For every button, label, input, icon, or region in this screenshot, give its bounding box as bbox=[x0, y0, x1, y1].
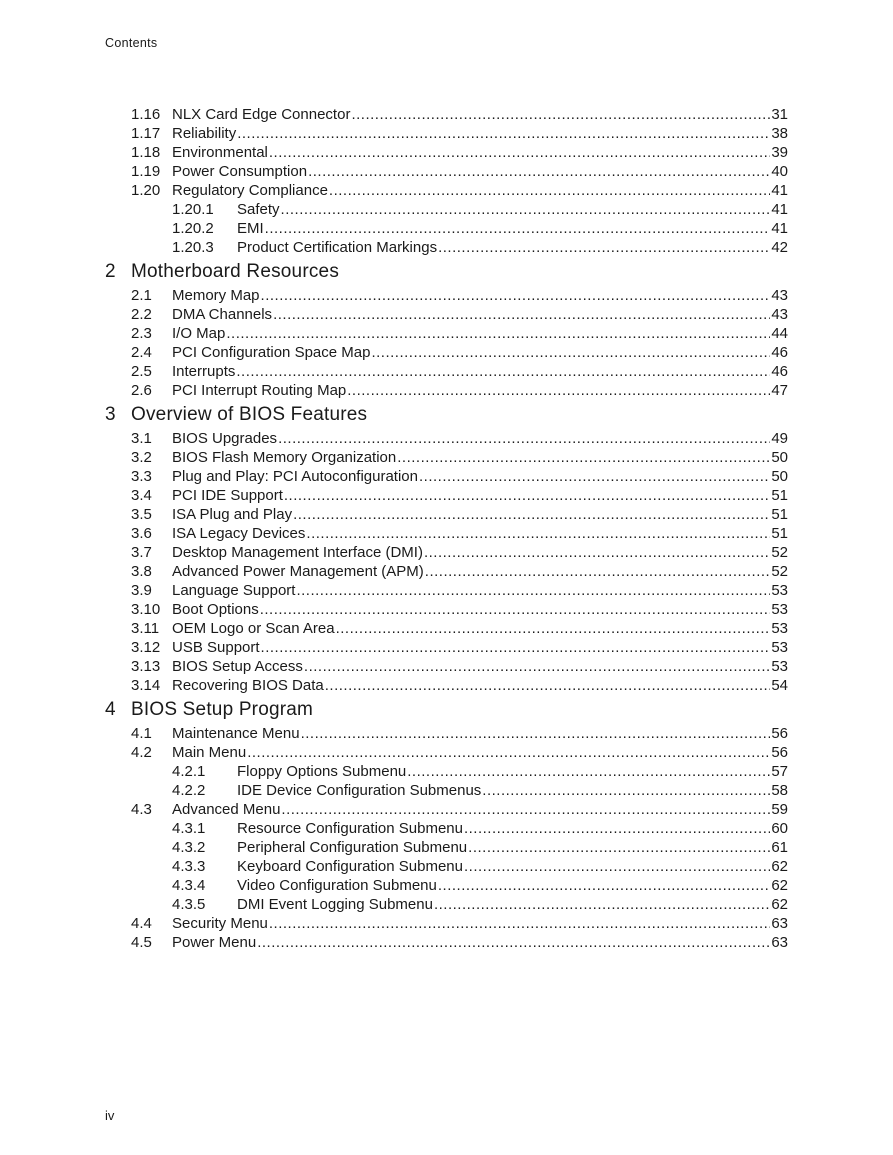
dot-leader bbox=[325, 676, 771, 695]
section-number: 4.4 bbox=[131, 915, 152, 932]
toc-entry[interactable] bbox=[131, 914, 788, 933]
chapter-number: 3 bbox=[105, 404, 116, 425]
section-number: 2.2 bbox=[131, 306, 152, 323]
page-ref: 56 bbox=[771, 744, 788, 761]
toc-entry[interactable] bbox=[131, 429, 788, 448]
section-number: 3.1 bbox=[131, 430, 152, 447]
section-number: 2.3 bbox=[131, 325, 152, 342]
toc-entry[interactable] bbox=[131, 486, 788, 505]
dot-leader bbox=[261, 286, 771, 305]
section-title: Safety bbox=[237, 201, 280, 218]
section-title: EMI bbox=[237, 220, 264, 237]
dot-leader bbox=[371, 343, 770, 362]
section-number: 3.8 bbox=[131, 563, 152, 580]
section-number: 4.3.3 bbox=[172, 858, 206, 875]
page-ref: 63 bbox=[771, 934, 788, 951]
section-number: 4.3.2 bbox=[172, 839, 206, 856]
page-ref: 57 bbox=[771, 763, 788, 780]
section-title: Maintenance Menu bbox=[172, 725, 300, 742]
dot-leader bbox=[464, 857, 770, 876]
section-title: ISA Plug and Play bbox=[172, 506, 293, 523]
page-ref: 54 bbox=[771, 677, 788, 694]
toc-entry[interactable] bbox=[131, 343, 788, 362]
dot-leader bbox=[351, 105, 770, 124]
section-number: 4.3.4 bbox=[172, 877, 206, 894]
toc-subentry[interactable] bbox=[172, 238, 788, 257]
section-number: 3.4 bbox=[131, 487, 152, 504]
section-title: I/O Map bbox=[172, 325, 226, 342]
toc-entry[interactable] bbox=[131, 724, 788, 743]
dot-leader bbox=[304, 657, 770, 676]
toc-subentry[interactable] bbox=[172, 876, 788, 895]
page-ref: 56 bbox=[771, 725, 788, 742]
section-title: Advanced Menu bbox=[172, 801, 281, 818]
dot-leader bbox=[434, 895, 770, 914]
section-number: 3.10 bbox=[131, 601, 161, 618]
dot-leader bbox=[293, 505, 770, 524]
section-number: 3.14 bbox=[131, 677, 161, 694]
page-ref: 50 bbox=[771, 468, 788, 485]
section-title: Reliability bbox=[172, 125, 237, 142]
toc-entry[interactable] bbox=[131, 286, 788, 305]
dot-leader bbox=[265, 219, 771, 238]
section-title: BIOS Setup Access bbox=[172, 658, 303, 675]
toc-entry[interactable] bbox=[131, 324, 788, 343]
section-title: Memory Map bbox=[172, 287, 260, 304]
section-title: ISA Legacy Devices bbox=[172, 525, 306, 542]
section-number: 4.2.1 bbox=[172, 763, 206, 780]
section-number: 1.20 bbox=[131, 182, 161, 199]
toc-subentry[interactable] bbox=[172, 219, 788, 238]
dot-leader bbox=[306, 524, 770, 543]
section-title: IDE Device Configuration Submenus bbox=[237, 782, 482, 799]
toc-entry[interactable] bbox=[131, 638, 788, 657]
dot-leader bbox=[296, 581, 770, 600]
page-ref: 43 bbox=[771, 306, 788, 323]
toc-entry[interactable] bbox=[131, 619, 788, 638]
section-title: Keyboard Configuration Submenu bbox=[237, 858, 463, 875]
page-ref: 39 bbox=[771, 144, 788, 161]
page-ref: 50 bbox=[771, 449, 788, 466]
section-number: 2.5 bbox=[131, 363, 152, 380]
dot-leader bbox=[269, 914, 770, 933]
section-number: 1.20.1 bbox=[172, 201, 214, 218]
page-ref: 52 bbox=[771, 563, 788, 580]
page-ref: 58 bbox=[771, 782, 788, 799]
dot-leader bbox=[347, 381, 770, 400]
dot-leader bbox=[278, 429, 770, 448]
section-number: 3.5 bbox=[131, 506, 152, 523]
section-number: 1.19 bbox=[131, 163, 161, 180]
section-title: Recovering BIOS Data bbox=[172, 677, 324, 694]
section-number: 3.9 bbox=[131, 582, 152, 599]
dot-leader bbox=[397, 448, 770, 467]
section-title: Main Menu bbox=[172, 744, 247, 761]
page-ref: 53 bbox=[771, 620, 788, 637]
page-ref: 52 bbox=[771, 544, 788, 561]
toc-entry[interactable] bbox=[131, 676, 788, 695]
page-ref: 51 bbox=[771, 525, 788, 542]
section-number: 2.6 bbox=[131, 382, 152, 399]
running-header: Contents bbox=[105, 36, 158, 50]
toc-subentry[interactable] bbox=[172, 838, 788, 857]
toc-entry[interactable] bbox=[131, 800, 788, 819]
page-ref: 53 bbox=[771, 639, 788, 656]
dot-leader bbox=[407, 762, 770, 781]
section-title: Video Configuration Submenu bbox=[237, 877, 437, 894]
section-number: 1.17 bbox=[131, 125, 161, 142]
dot-leader bbox=[281, 200, 771, 219]
toc-subentry[interactable] bbox=[172, 781, 788, 800]
section-title: DMA Channels bbox=[172, 306, 273, 323]
toc-entry[interactable] bbox=[131, 362, 788, 381]
toc-subentry[interactable] bbox=[172, 200, 788, 219]
section-number: 2.4 bbox=[131, 344, 152, 361]
page-ref: 31 bbox=[771, 106, 788, 123]
section-number: 4.1 bbox=[131, 725, 152, 742]
section-number: 1.18 bbox=[131, 144, 161, 161]
page-ref: 62 bbox=[771, 877, 788, 894]
page-ref: 53 bbox=[771, 582, 788, 599]
section-number: 3.13 bbox=[131, 658, 161, 675]
dot-leader bbox=[226, 324, 770, 343]
page-ref: 53 bbox=[771, 658, 788, 675]
section-number: 3.6 bbox=[131, 525, 152, 542]
section-title: Security Menu bbox=[172, 915, 268, 932]
section-title: Advanced Power Management (APM) bbox=[172, 563, 424, 580]
section-number: 1.16 bbox=[131, 106, 161, 123]
page-ref: 49 bbox=[771, 430, 788, 447]
chapter-number: 4 bbox=[105, 699, 116, 720]
chapter-heading bbox=[105, 699, 313, 721]
toc-entry[interactable] bbox=[131, 467, 788, 486]
section-number: 3.3 bbox=[131, 468, 152, 485]
page-ref: 51 bbox=[771, 506, 788, 523]
page-ref: 46 bbox=[771, 344, 788, 361]
toc-entry[interactable] bbox=[131, 448, 788, 467]
page-ref: 42 bbox=[771, 239, 788, 256]
section-number: 3.7 bbox=[131, 544, 152, 561]
toc-subentry[interactable] bbox=[172, 895, 788, 914]
section-number: 2.1 bbox=[131, 287, 152, 304]
section-title: USB Support bbox=[172, 639, 260, 656]
section-title: BIOS Upgrades bbox=[172, 430, 278, 447]
dot-leader bbox=[301, 724, 771, 743]
chapter-number: 2 bbox=[105, 261, 116, 282]
page-ref: 47 bbox=[771, 382, 788, 399]
toc-entry[interactable] bbox=[131, 543, 788, 562]
page-ref: 38 bbox=[771, 125, 788, 142]
page-ref: 59 bbox=[771, 801, 788, 818]
section-number: 4.3.1 bbox=[172, 820, 206, 837]
dot-leader bbox=[284, 486, 770, 505]
section-title: PCI Interrupt Routing Map bbox=[172, 382, 347, 399]
toc-entry[interactable] bbox=[131, 581, 788, 600]
section-title: Interrupts bbox=[172, 363, 236, 380]
toc-subentry[interactable] bbox=[172, 819, 788, 838]
toc-subentry[interactable] bbox=[172, 762, 788, 781]
dot-leader bbox=[464, 819, 770, 838]
section-title: Plug and Play: PCI Autoconfiguration bbox=[172, 468, 418, 485]
page-number: iv bbox=[105, 1108, 115, 1123]
toc-entry[interactable] bbox=[131, 181, 788, 200]
section-title: Resource Configuration Submenu bbox=[237, 820, 463, 837]
dot-leader bbox=[424, 543, 770, 562]
toc-entry[interactable] bbox=[131, 600, 788, 619]
dot-leader bbox=[261, 638, 771, 657]
dot-leader bbox=[336, 619, 771, 638]
chapter-title: Motherboard Resources bbox=[131, 261, 340, 282]
chapter-heading bbox=[105, 261, 339, 283]
chapter-title: BIOS Setup Program bbox=[131, 699, 314, 720]
section-number: 4.5 bbox=[131, 934, 152, 951]
dot-leader bbox=[236, 362, 770, 381]
dot-leader bbox=[329, 181, 770, 200]
section-title: Peripheral Configuration Submenu bbox=[237, 839, 468, 856]
section-title: NLX Card Edge Connector bbox=[172, 106, 351, 123]
dot-leader bbox=[468, 838, 770, 857]
section-title: Power Consumption bbox=[172, 163, 308, 180]
section-title: OEM Logo or Scan Area bbox=[172, 620, 335, 637]
page-ref: 62 bbox=[771, 858, 788, 875]
toc-entry[interactable] bbox=[131, 143, 788, 162]
dot-leader bbox=[438, 238, 770, 257]
section-title: Desktop Management Interface (DMI) bbox=[172, 544, 423, 561]
section-title: Environmental bbox=[172, 144, 268, 161]
dot-leader bbox=[269, 143, 770, 162]
section-title: Regulatory Compliance bbox=[172, 182, 328, 199]
dot-leader bbox=[281, 800, 770, 819]
section-title: Product Certification Markings bbox=[237, 239, 438, 256]
section-number: 4.2 bbox=[131, 744, 152, 761]
toc-subentry[interactable] bbox=[172, 857, 788, 876]
toc-entry[interactable] bbox=[131, 933, 788, 952]
toc-entry[interactable] bbox=[131, 743, 788, 762]
page-ref: 41 bbox=[771, 182, 788, 199]
toc-entry[interactable] bbox=[131, 381, 788, 400]
toc-entry[interactable] bbox=[131, 305, 788, 324]
page-ref: 51 bbox=[771, 487, 788, 504]
section-title: Power Menu bbox=[172, 934, 257, 951]
section-number: 1.20.2 bbox=[172, 220, 214, 237]
chapter-heading bbox=[105, 404, 367, 426]
dot-leader bbox=[419, 467, 770, 486]
dot-leader bbox=[308, 162, 770, 181]
toc-entry[interactable] bbox=[131, 105, 788, 124]
section-title: PCI Configuration Space Map bbox=[172, 344, 371, 361]
section-number: 4.2.2 bbox=[172, 782, 206, 799]
section-title: DMI Event Logging Submenu bbox=[237, 896, 433, 913]
page-ref: 41 bbox=[771, 201, 788, 218]
page-ref: 44 bbox=[771, 325, 788, 342]
dot-leader bbox=[273, 305, 770, 324]
dot-leader bbox=[247, 743, 770, 762]
toc-entry[interactable] bbox=[131, 524, 788, 543]
section-number: 4.3.5 bbox=[172, 896, 206, 913]
section-title: PCI IDE Support bbox=[172, 487, 283, 504]
toc-entry[interactable] bbox=[131, 562, 788, 581]
toc-entry[interactable] bbox=[131, 124, 788, 143]
page-ref: 60 bbox=[771, 820, 788, 837]
dot-leader bbox=[257, 933, 770, 952]
page-ref: 61 bbox=[771, 839, 788, 856]
dot-leader bbox=[438, 876, 770, 895]
dot-leader bbox=[260, 600, 771, 619]
toc-entry[interactable] bbox=[131, 657, 788, 676]
section-title: Boot Options bbox=[172, 601, 259, 618]
section-number: 3.11 bbox=[131, 620, 160, 637]
section-title: Floppy Options Submenu bbox=[237, 763, 407, 780]
page-ref: 63 bbox=[771, 915, 788, 932]
page-ref: 62 bbox=[771, 896, 788, 913]
dot-leader bbox=[425, 562, 771, 581]
section-number: 4.3 bbox=[131, 801, 152, 818]
page-ref: 41 bbox=[771, 220, 788, 237]
chapter-title: Overview of BIOS Features bbox=[131, 404, 368, 425]
section-number: 1.20.3 bbox=[172, 239, 214, 256]
dot-leader bbox=[482, 781, 770, 800]
section-title: Language Support bbox=[172, 582, 296, 599]
page-ref: 53 bbox=[771, 601, 788, 618]
toc-entry[interactable] bbox=[131, 505, 788, 524]
section-number: 3.2 bbox=[131, 449, 152, 466]
dot-leader bbox=[237, 124, 770, 143]
section-title: BIOS Flash Memory Organization bbox=[172, 449, 397, 466]
page-ref: 40 bbox=[771, 163, 788, 180]
page-ref: 43 bbox=[771, 287, 788, 304]
toc-entry[interactable] bbox=[131, 162, 788, 181]
page-ref: 46 bbox=[771, 363, 788, 380]
section-number: 3.12 bbox=[131, 639, 161, 656]
